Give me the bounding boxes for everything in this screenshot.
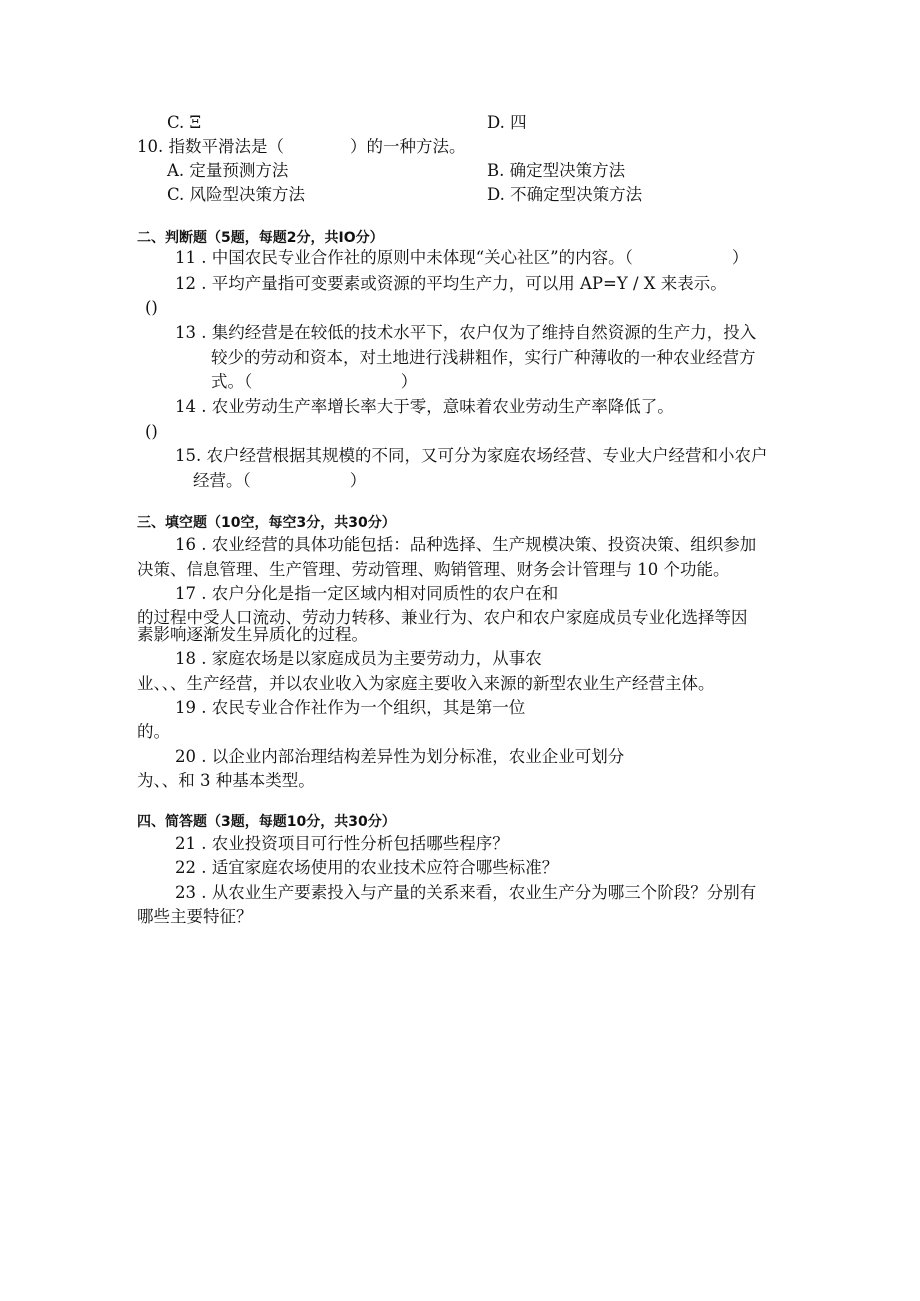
q10-option-c: C. 风险型决策方法 [167, 185, 306, 204]
q20-line1: 20 . 以企业内部治理结构差异性为划分标准，农业企业可划分 [175, 747, 625, 766]
q10-option-d: D. 不确定型决策方法 [487, 185, 643, 204]
q10-stem: 10. 指数平滑法是（ ）的一种方法。 [137, 137, 466, 156]
section2-heading: 二、判断题（5题，每题2分，共IO分） [137, 230, 384, 246]
q13-line1: 13 . 集约经营是在较低的技术水平下，农户仅为了维持自然资源的生产力，投入 [175, 323, 757, 342]
q21: 21 . 农业投资项目可行性分析包括哪些程序？ [175, 834, 509, 853]
q11: 11 . 中国农民专业合作社的原则中未体现“关心社区”的内容。（ ） [175, 248, 749, 267]
q19-line1: 19 . 农民专业合作社作为一个组织，其是第一位 [175, 698, 526, 717]
q15-line1: 15. 农户经营根据其规模的不同，又可分为家庭农场经营、专业大户经营和小农户 [175, 446, 768, 465]
q13-line2: 较少的劳动和资本，对土地进行浅耕粗作，实行广种薄收的一种农业经营方 [211, 348, 756, 367]
q12-answer-blank: () [145, 298, 158, 317]
q14: 14 . 农业劳动生产率增长率大于零，意味着农业劳动生产率降低了。 [175, 397, 674, 416]
q10-option-a: A. 定量预测方法 [167, 161, 289, 180]
q15-line2: 经营。（ ） [193, 471, 367, 490]
section3-heading: 三、填空题（10空，每空3分，共30分） [137, 515, 396, 531]
q16-line2: 决策、信息管理、生产管理、劳动管理、购销管理、财务会计管理与 10 个功能。 [137, 560, 730, 579]
q14-answer-blank: () [145, 422, 158, 441]
q12: 12 . 平均产量指可变要素或资源的平均生产力，可以用 AP=Y / X 来表示。 [175, 274, 727, 293]
q20-line2: 为、、和 3 种基本类型。 [137, 771, 315, 790]
q22: 22 . 适宜家庭农场使用的农业技术应符合哪些标准？ [175, 858, 559, 877]
q9-option-d: D. 四 [487, 113, 527, 132]
q17-line1: 17 . 农户分化是指一定区域内相对同质性的农户在和 [175, 584, 559, 603]
q9-option-c: C. Ξ [167, 113, 202, 132]
q17-line3: 素影响逐渐发生异质化的过程。 [137, 625, 368, 644]
q18-line2: 业、、、生产经营，并以农业收入为家庭主要收入来源的新型农业生产经营主体。 [137, 674, 715, 693]
q18-line1: 18 . 家庭农场是以家庭成员为主要劳动力，从事农 [175, 649, 542, 668]
q23-line1: 23 . 从农业生产要素投入与产量的关系来看，农业生产分为哪三个阶段？分别有 [175, 883, 757, 902]
q17-line2: 的过程中受人口流动、劳动力转移、兼业行为、农户和农户家庭成员专业化选择等因 [137, 608, 748, 627]
section4-heading: 四、简答题（3题，每题10分，共30分） [137, 814, 396, 830]
q23-line2: 哪些主要特征？ [137, 907, 253, 926]
q19-line2: 的。 [137, 722, 170, 741]
q13-line3: 式。（ ） [211, 372, 418, 391]
q10-option-b: B. 确定型决策方法 [487, 161, 626, 180]
q16-line1: 16 . 农业经营的具体功能包括：品种选择、生产规模决策、投资决策、组织参加 [175, 535, 757, 554]
